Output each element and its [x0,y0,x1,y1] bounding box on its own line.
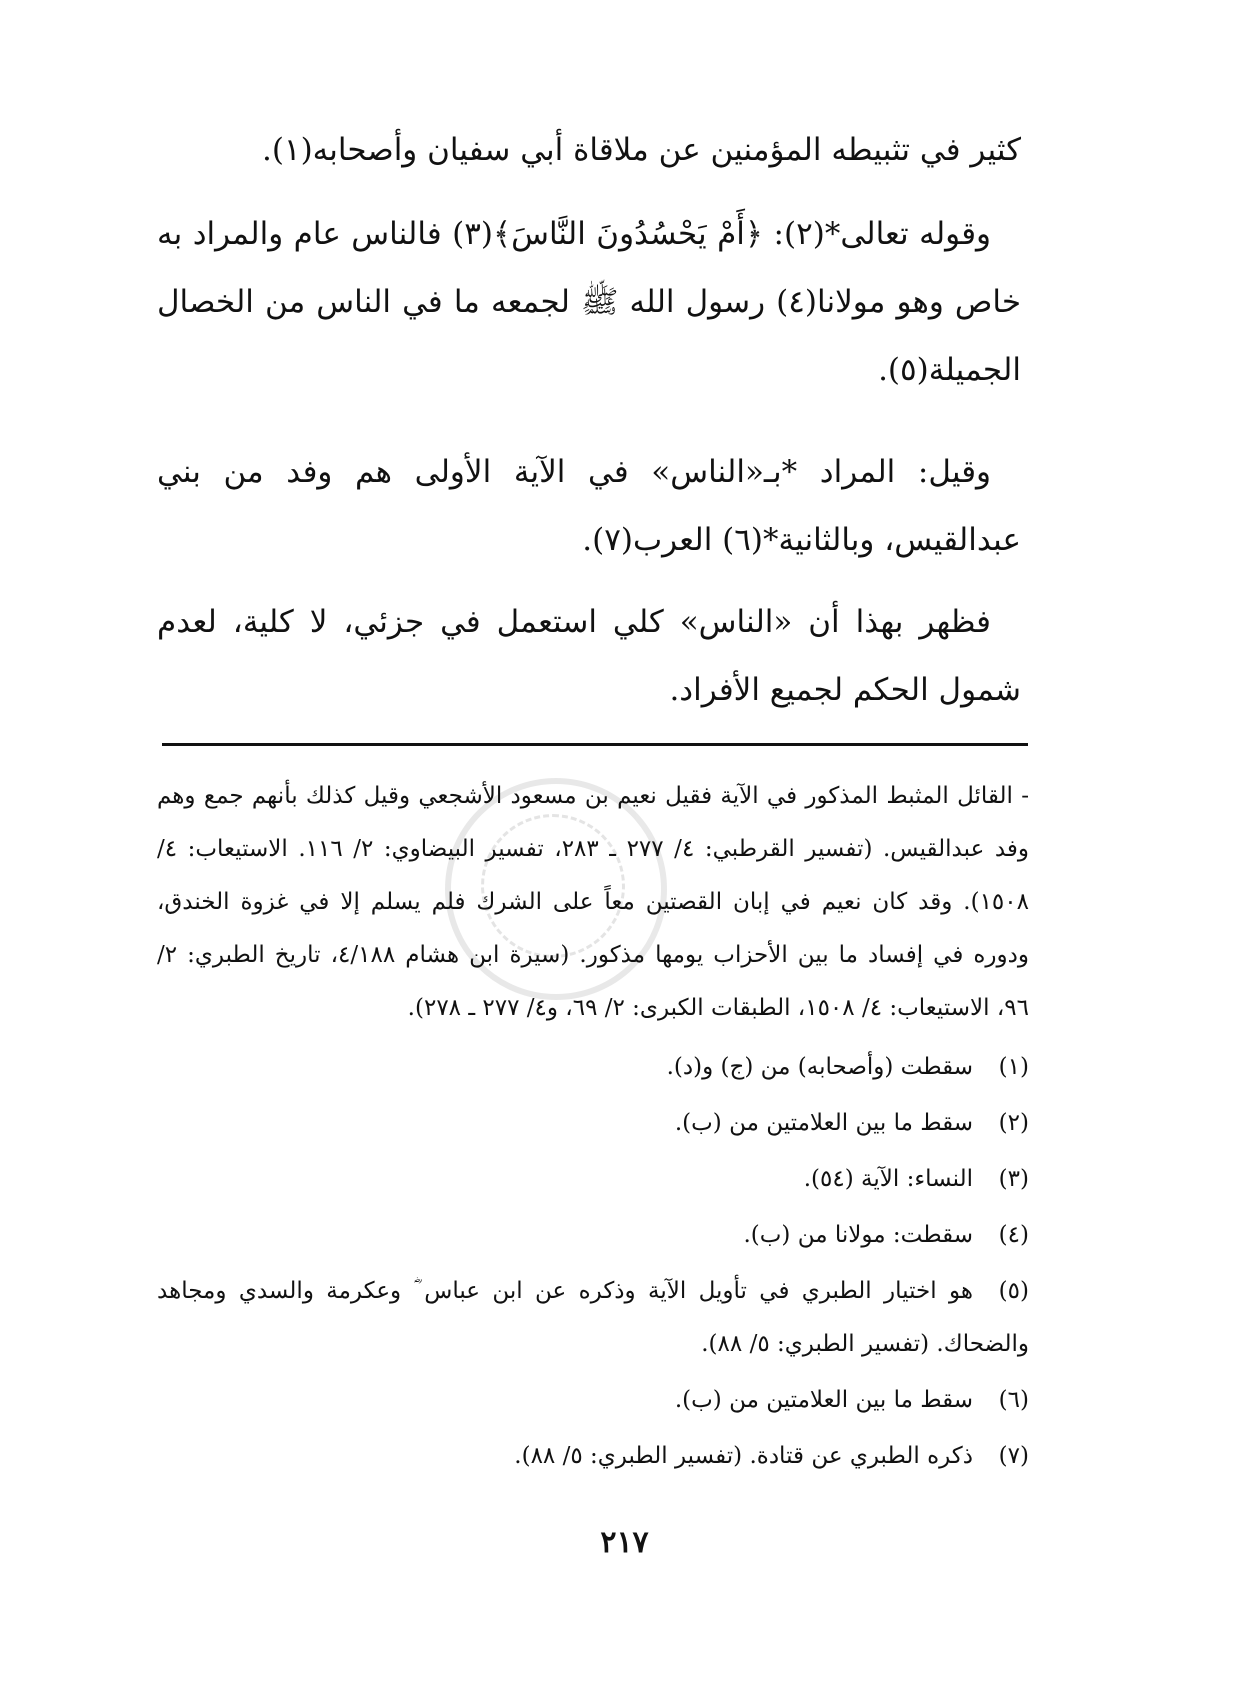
footnote-item [157,1097,1029,1150]
footnote-list [157,1041,1029,1483]
footnote-text: هو اختيار الطبري في تأويل الآية وذكره عن ابن عباس ؓ وعكرمة والسدي ومجاهد والضحاك. (تفسير الطبري: ٥/ ٨٨). [157,1278,1029,1357]
page-number: ٢١٧ [600,1525,649,1560]
footnote-item [157,1430,1029,1483]
footnote-divider [162,743,1028,746]
main-paragraph-2: وقوله تعالى*(٢): ﴿أَمْ يَحْسُدُونَ النَّاسَ﴾(٣) فالناس عام والمراد به خاص وهو مولانا(٤) رسول الله ﷺ لجمعه ما في الناس من الخصال الجميلة(٥). [157,216,1021,388]
footnote-item [157,1209,1029,1262]
footnote-continuation: - القائل المثبط المذكور في الآية فقيل نعيم بن مسعود الأشجعي وقيل كذلك بأنهم جمع وهم وفد عبدالقيس. (تفسير القرطبي: ٤/ ٢٧٧ ـ ٢٨٣، تفسير البيضاوي: ٢/ ١١٦. الاستيعاب: ٤/ ١٥٠٨). وقد كان نعيم في إبان القصتين معاً على الشرك فلم يسلم إلا في غزوة الخندق، ودوره في إفساد ما بين الأحزاب يومها مذكور. (سيرة ابن هشام ٤/١٨٨، تاريخ الطبري: ٢/ ٩٦، الاستيعاب: ٤/ ١٥٠٨، الطبقات الكبرى: ٢/ ٦٩، و٤/ ٢٧٧ ـ ٢٧٨). [157,783,1030,1021]
footnote-number: (٣) [998,1166,1029,1192]
footnote-text: سقط ما بين العلامتين من (ب). [674,1387,973,1413]
footnote-text: ذكره الطبري عن قتادة. (تفسير الطبري: ٥/ ٨٨). [514,1443,973,1469]
footnote-item [157,1041,1029,1094]
footnote-item [157,1265,1029,1371]
footnote-number: (٧) [998,1443,1029,1469]
footnote-text: سقط ما بين العلامتين من (ب). [674,1110,973,1136]
footnote-text: سقطت (وأصحابه) من (ج) و(د). [666,1054,973,1080]
main-paragraph-1: كثير في تثبيطه المؤمنين عن ملاقاة أبي سفيان وأصحابه(١). [261,132,1021,168]
footnote-number: (١) [998,1054,1029,1080]
footnote-number: (٦) [998,1387,1029,1413]
footnote-number: (٥) [998,1278,1029,1304]
main-paragraph-3: وقيل: المراد *بـ«الناس» في الآية الأولى هم وفد من بني عبدالقيس، وبالثانية*(٦) العرب(٧). [157,454,1021,558]
footnote-text: سقطت: مولانا من (ب). [743,1222,973,1248]
main-paragraph-4: فظهر بهذا أن «الناس» كلي استعمل في جزئي، لا كلية، لعدم شمول الحكم لجميع الأفراد. [157,604,1021,708]
footnote-text: النساء: الآية (٥٤). [803,1166,973,1192]
footnote-item [157,1374,1029,1427]
footnote-item [157,1153,1029,1206]
footnote-number: (٤) [998,1222,1029,1248]
footnotes-section [157,770,1029,1486]
footnote-number: (٢) [998,1110,1029,1136]
